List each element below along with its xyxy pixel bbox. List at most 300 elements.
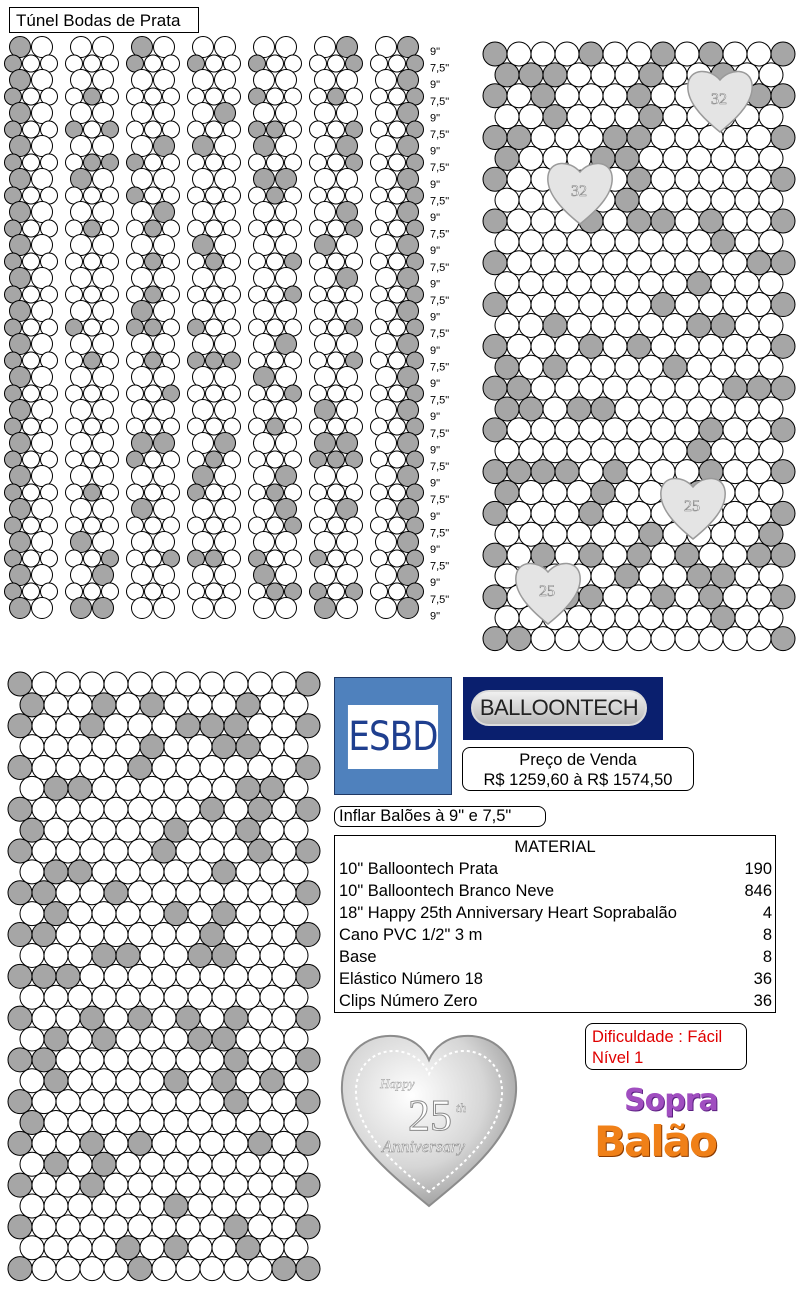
balloon — [154, 433, 175, 454]
balloon — [44, 1236, 68, 1260]
size-label: 7,5" — [430, 427, 450, 440]
balloon — [248, 923, 272, 947]
balloon — [84, 187, 101, 204]
balloon — [699, 42, 723, 66]
balloon — [164, 985, 188, 1009]
balloon — [531, 84, 555, 108]
balloon — [603, 209, 627, 233]
balloon — [200, 1131, 224, 1155]
balloon — [260, 818, 284, 842]
balloon — [267, 253, 284, 270]
balloon — [80, 672, 104, 696]
balloon — [164, 902, 188, 926]
price-heading: Preço de Venda — [519, 751, 637, 769]
balloon — [260, 1027, 284, 1051]
balloon — [80, 923, 104, 947]
balloon — [176, 1090, 200, 1114]
balloon — [639, 397, 663, 421]
balloon — [193, 532, 214, 553]
balloon — [699, 334, 723, 358]
balloon — [483, 293, 507, 317]
size-label: 9" — [430, 544, 441, 556]
balloon — [747, 376, 771, 400]
balloon — [759, 313, 783, 337]
balloon — [495, 439, 519, 463]
balloon — [224, 1006, 248, 1030]
balloon — [507, 167, 531, 191]
balloon — [376, 169, 397, 190]
size-label: 7,5" — [430, 62, 450, 75]
balloon — [193, 565, 214, 586]
balloon — [92, 943, 116, 967]
balloon — [68, 735, 92, 759]
balloon — [687, 188, 711, 212]
balloon — [735, 188, 759, 212]
balloon — [32, 1131, 56, 1155]
balloon — [389, 418, 406, 435]
balloon — [188, 902, 212, 926]
balloon — [254, 499, 275, 520]
balloon — [747, 418, 771, 442]
balloon — [80, 1090, 104, 1114]
balloon — [128, 881, 152, 905]
balloon — [80, 797, 104, 821]
balloon — [23, 583, 40, 600]
balloon — [20, 943, 44, 967]
balloon — [152, 672, 176, 696]
size-label: 9" — [430, 112, 441, 125]
size-label: 9" — [430, 178, 441, 191]
heart-text-suffix: th — [456, 1100, 467, 1115]
balloon — [389, 121, 406, 138]
balloon — [567, 397, 591, 421]
balloon — [567, 355, 591, 379]
balloon — [212, 1236, 236, 1260]
balloon — [32, 136, 53, 157]
balloon — [248, 797, 272, 821]
balloon — [389, 319, 406, 336]
balloon — [248, 839, 272, 863]
balloon — [56, 672, 80, 696]
balloon — [206, 451, 223, 468]
balloon — [579, 460, 603, 484]
balloon — [603, 418, 627, 442]
balloon — [260, 985, 284, 1009]
logo-line-1: Sopra — [624, 1083, 718, 1118]
balloon — [543, 480, 567, 504]
balloon — [579, 251, 603, 275]
balloon — [507, 627, 531, 651]
balloon — [603, 501, 627, 525]
balloon — [200, 923, 224, 947]
balloon — [140, 1236, 164, 1260]
balloon — [32, 565, 53, 586]
balloon — [663, 355, 687, 379]
material-row — [335, 902, 775, 924]
balloon — [567, 439, 591, 463]
balloon — [132, 301, 153, 322]
material-row — [335, 880, 775, 902]
balloon — [376, 268, 397, 289]
balloon — [116, 818, 140, 842]
balloon — [543, 313, 567, 337]
size-label: 7,5" — [430, 195, 450, 208]
balloon — [80, 1131, 104, 1155]
balloon — [699, 543, 723, 567]
balloon — [315, 499, 336, 520]
balloon — [23, 418, 40, 435]
balloon — [483, 501, 507, 525]
balloon — [260, 693, 284, 717]
balloon — [267, 319, 284, 336]
balloon — [579, 376, 603, 400]
size-label: 7,5" — [430, 593, 450, 606]
balloon — [193, 202, 214, 223]
balloon — [20, 985, 44, 1009]
balloon — [104, 672, 128, 696]
balloon — [236, 776, 260, 800]
balloon — [315, 532, 336, 553]
balloon — [116, 860, 140, 884]
balloon — [224, 1131, 248, 1155]
material-table — [334, 835, 776, 1013]
balloon — [398, 499, 419, 520]
balloon — [663, 63, 687, 87]
balloon — [687, 146, 711, 170]
difficulty-label: Dificuldade : Fácil — [592, 1028, 723, 1046]
balloon — [723, 627, 747, 651]
material-row — [335, 858, 775, 880]
balloon — [723, 293, 747, 317]
balloon — [80, 1173, 104, 1197]
balloon — [315, 70, 336, 91]
balloon — [276, 367, 297, 388]
balloon — [145, 352, 162, 369]
balloon — [44, 693, 68, 717]
balloon — [128, 1090, 152, 1114]
balloon — [68, 776, 92, 800]
balloon — [284, 1110, 308, 1134]
balloon — [32, 1006, 56, 1030]
balloon — [627, 42, 651, 66]
balloon — [176, 1173, 200, 1197]
balloon — [663, 272, 687, 296]
balloon — [236, 902, 260, 926]
material-qty: 8 — [762, 948, 772, 966]
balloon — [639, 188, 663, 212]
balloon — [328, 319, 345, 336]
balloon — [71, 433, 92, 454]
balloon — [200, 797, 224, 821]
balloon — [675, 627, 699, 651]
balloon — [248, 1257, 272, 1281]
balloon — [132, 202, 153, 223]
balloon — [84, 121, 101, 138]
balloon — [188, 985, 212, 1009]
balloon — [212, 776, 236, 800]
balloon — [20, 1194, 44, 1218]
balloon — [495, 230, 519, 254]
balloon — [128, 797, 152, 821]
balloon — [771, 126, 795, 150]
balloon — [80, 714, 104, 738]
balloon — [152, 923, 176, 947]
balloon — [376, 400, 397, 421]
balloon — [176, 1006, 200, 1030]
balloon — [116, 1110, 140, 1134]
size-label: 9" — [430, 610, 441, 623]
balloon — [603, 376, 627, 400]
balloon — [267, 451, 284, 468]
balloon — [215, 367, 236, 388]
size-label: 7,5" — [430, 394, 450, 407]
balloon — [10, 532, 31, 553]
balloon — [200, 964, 224, 988]
balloon — [735, 355, 759, 379]
balloon — [84, 352, 101, 369]
balloon — [84, 154, 101, 171]
balloon — [276, 70, 297, 91]
balloon — [10, 268, 31, 289]
balloon — [735, 480, 759, 504]
balloon — [771, 167, 795, 191]
page-title-text: Túnel Bodas de Prata — [16, 11, 181, 30]
balloon — [603, 543, 627, 567]
balloon — [507, 251, 531, 275]
size-label: 9" — [430, 278, 441, 291]
balloon — [389, 517, 406, 534]
balloon — [32, 714, 56, 738]
balloon — [723, 209, 747, 233]
balloon — [152, 714, 176, 738]
balloon — [32, 532, 53, 553]
balloon — [154, 532, 175, 553]
balloon — [337, 466, 358, 487]
balloon — [104, 756, 128, 780]
balloon — [23, 220, 40, 237]
balloon — [152, 1048, 176, 1072]
balloon — [328, 484, 345, 501]
balloon — [651, 418, 675, 442]
balloon — [188, 943, 212, 967]
balloon — [23, 286, 40, 303]
balloon — [20, 1152, 44, 1176]
balloon — [152, 1090, 176, 1114]
balloon — [32, 367, 53, 388]
balloon — [84, 253, 101, 270]
balloon — [176, 1257, 200, 1281]
balloon — [32, 400, 53, 421]
balloon — [200, 1215, 224, 1239]
balloon — [8, 797, 32, 821]
balloon — [723, 460, 747, 484]
balloon — [176, 1131, 200, 1155]
balloon — [200, 1257, 224, 1281]
balloon — [759, 522, 783, 546]
balloon-panel-bottom-left — [8, 672, 320, 1281]
balloon — [132, 268, 153, 289]
balloon — [723, 42, 747, 66]
balloon — [376, 235, 397, 256]
balloon — [337, 334, 358, 355]
balloon — [215, 598, 236, 619]
balloon — [687, 272, 711, 296]
balloon — [44, 735, 68, 759]
balloon — [145, 286, 162, 303]
balloon — [10, 301, 31, 322]
balloon — [56, 839, 80, 863]
balloon — [272, 1090, 296, 1114]
balloon — [128, 714, 152, 738]
balloon — [68, 943, 92, 967]
balloon — [93, 433, 114, 454]
material-name: 10" Balloontech Prata — [339, 860, 499, 878]
balloon — [555, 84, 579, 108]
balloon — [639, 480, 663, 504]
balloon — [555, 126, 579, 150]
balloon — [32, 797, 56, 821]
balloon — [10, 598, 31, 619]
balloon — [337, 169, 358, 190]
balloon — [272, 1257, 296, 1281]
balloon — [272, 964, 296, 988]
balloon — [212, 1110, 236, 1134]
balloon — [10, 136, 31, 157]
balloon — [328, 88, 345, 105]
balloon — [23, 88, 40, 105]
balloon — [248, 756, 272, 780]
balloon — [104, 1215, 128, 1239]
balloon — [495, 480, 519, 504]
balloon — [68, 1236, 92, 1260]
balloon — [675, 418, 699, 442]
balloon — [206, 187, 223, 204]
balloon — [328, 187, 345, 204]
balloon — [759, 564, 783, 588]
balloon — [328, 154, 345, 171]
balloon — [771, 251, 795, 275]
balloon — [104, 881, 128, 905]
balloon — [398, 466, 419, 487]
balloon — [591, 355, 615, 379]
balloon — [215, 70, 236, 91]
balloon — [68, 1110, 92, 1134]
balloon — [639, 355, 663, 379]
balloon — [132, 367, 153, 388]
balloon — [248, 1006, 272, 1030]
balloon — [145, 253, 162, 270]
balloon — [639, 230, 663, 254]
balloon — [639, 522, 663, 546]
balloon — [84, 451, 101, 468]
balloon — [145, 187, 162, 204]
balloon — [154, 235, 175, 256]
balloon — [84, 583, 101, 600]
balloon — [328, 121, 345, 138]
balloon — [315, 433, 336, 454]
balloon — [93, 334, 114, 355]
balloon — [555, 334, 579, 358]
balloon — [32, 499, 53, 520]
balloon — [248, 714, 272, 738]
balloon — [627, 167, 651, 191]
balloon — [56, 923, 80, 947]
balloon — [398, 202, 419, 223]
balloon — [93, 136, 114, 157]
balloon — [140, 693, 164, 717]
balloon — [132, 334, 153, 355]
balloon — [200, 756, 224, 780]
balloon — [276, 400, 297, 421]
balloon — [93, 70, 114, 91]
balloon — [296, 756, 320, 780]
balloon — [603, 126, 627, 150]
balloon — [80, 964, 104, 988]
balloon — [80, 1006, 104, 1030]
balloon — [248, 881, 272, 905]
balloon — [44, 902, 68, 926]
balloon — [759, 606, 783, 630]
balloon — [164, 776, 188, 800]
balloon — [128, 756, 152, 780]
balloon — [555, 293, 579, 317]
balloon — [152, 1131, 176, 1155]
balloon — [519, 105, 543, 129]
balloon — [140, 943, 164, 967]
balloon — [711, 397, 735, 421]
balloon — [615, 313, 639, 337]
balloon — [267, 55, 284, 72]
balloon — [615, 188, 639, 212]
balloon — [711, 188, 735, 212]
balloon — [132, 37, 153, 58]
balloon — [675, 334, 699, 358]
balloon — [615, 439, 639, 463]
heart-text-anniversary: Anniversary — [382, 1137, 466, 1156]
balloon — [519, 188, 543, 212]
esbd-logo — [334, 677, 452, 795]
balloon — [627, 293, 651, 317]
balloon — [315, 202, 336, 223]
balloon — [32, 268, 53, 289]
balloon — [254, 268, 275, 289]
balloon — [328, 220, 345, 237]
balloon — [260, 1236, 284, 1260]
balloon — [116, 735, 140, 759]
balloon — [23, 187, 40, 204]
balloon — [8, 1131, 32, 1155]
balloon — [92, 735, 116, 759]
balloon — [176, 672, 200, 696]
balloon — [154, 37, 175, 58]
balloon — [145, 517, 162, 534]
balloon — [267, 352, 284, 369]
balloon — [284, 902, 308, 926]
balloon — [44, 1027, 68, 1051]
balloon — [723, 501, 747, 525]
balloon — [627, 501, 651, 525]
balloon — [92, 1236, 116, 1260]
balloon — [176, 1048, 200, 1072]
balloon — [398, 301, 419, 322]
size-labels — [430, 46, 449, 622]
balloon — [71, 136, 92, 157]
balloon — [687, 355, 711, 379]
balloon — [639, 105, 663, 129]
balloon — [543, 230, 567, 254]
balloon — [663, 188, 687, 212]
balloon — [567, 480, 591, 504]
